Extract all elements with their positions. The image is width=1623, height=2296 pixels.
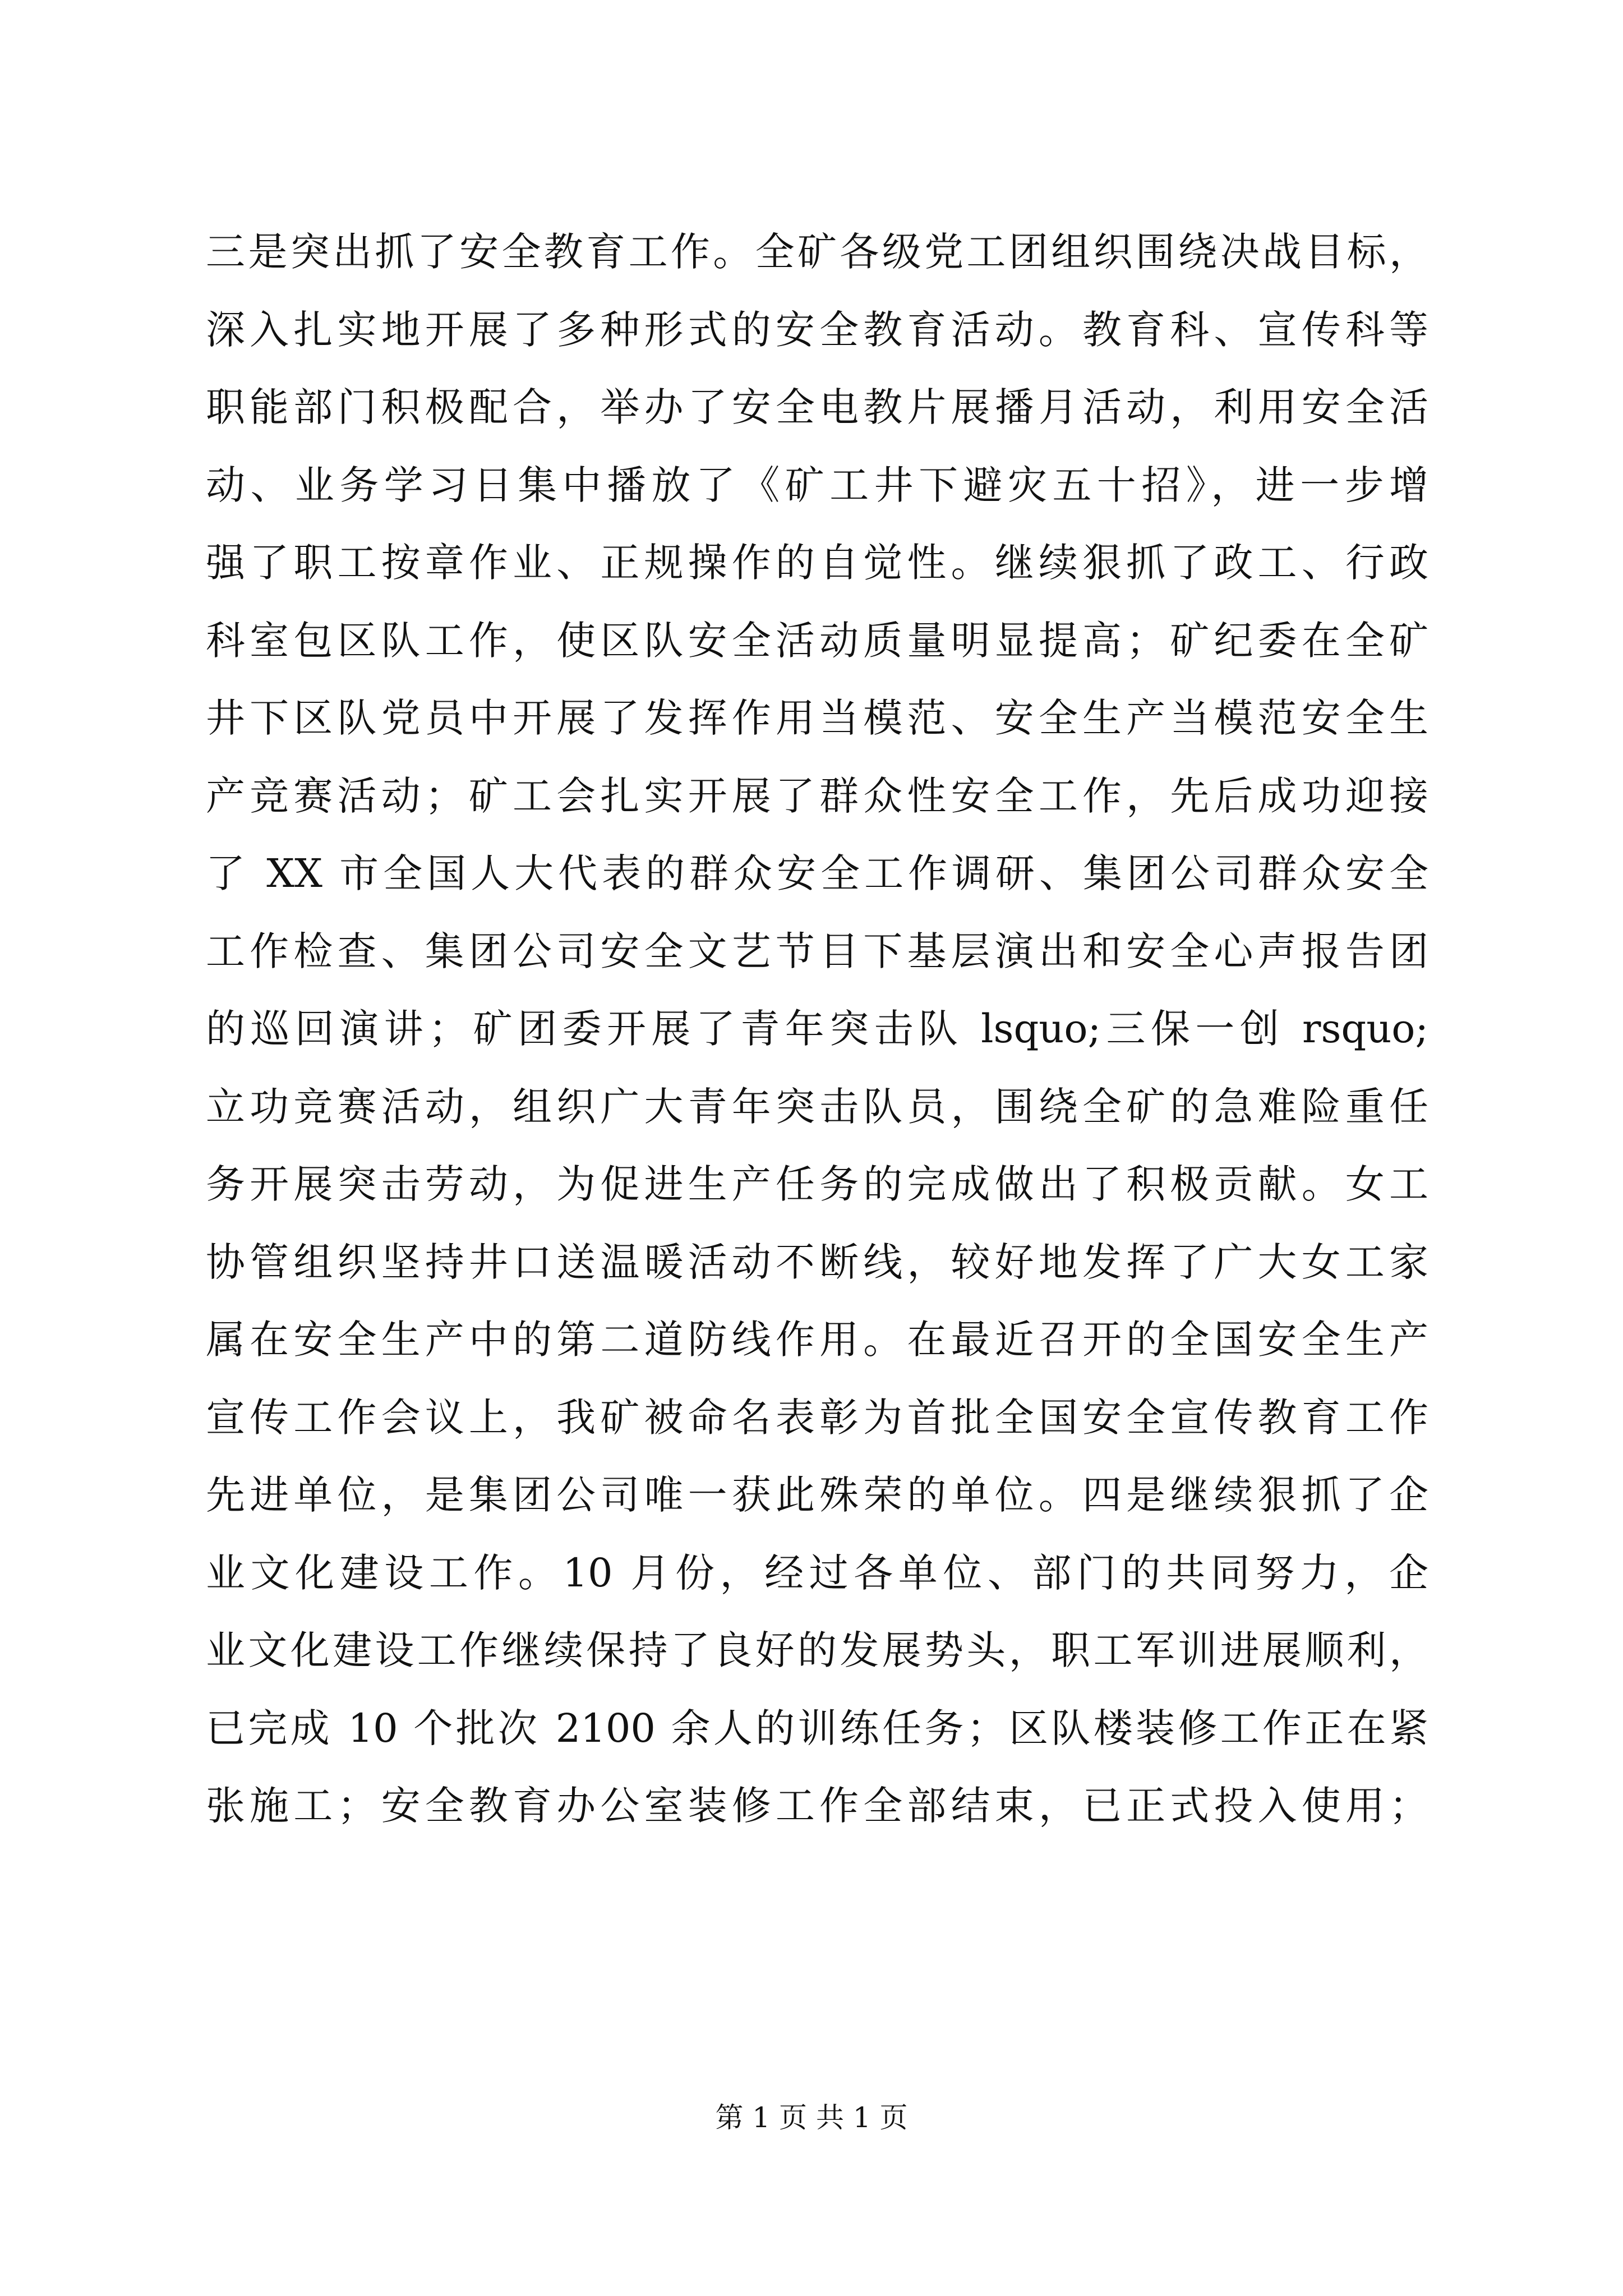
text-line: 先进单位，是集团公司唯一获此殊荣的单位。四是继续狠抓了企 xyxy=(206,1472,1428,1518)
text-line: 属在安全生产中的第二道防线作用。在最近召开的全国安全生产 xyxy=(206,1317,1428,1363)
text-line: 强了职工按章作业、正规操作的自觉性。继续狠抓了政工、行政 xyxy=(206,540,1428,586)
text-line: 业文化建设工作。10 月份，经过各单位、部门的共同努力，企 xyxy=(206,1549,1428,1596)
text-line: 了 XX 市全国人大代表的群众安全工作调研、集团公司群众安全 xyxy=(206,850,1428,896)
text-line: 宣传工作会议上，我矿被命名表彰为首批全国安全宣传教育工作 xyxy=(206,1394,1428,1441)
text-line: 科室包区队工作，使区队安全活动质量明显提高；矿纪委在全矿 xyxy=(206,617,1428,664)
text-line: 产竞赛活动；矿工会扎实开展了群众性安全工作，先后成功迎接 xyxy=(206,772,1428,819)
body-text xyxy=(206,213,1428,1845)
page-footer xyxy=(0,2098,1623,2137)
text-line: 张施工；安全教育办公室装修工作全部结束，已正式投入使用； xyxy=(206,1783,1428,1829)
text-line: 深入扎实地开展了多种形式的安全教育活动。教育科、宣传科等 xyxy=(206,306,1428,353)
text-line: 立功竞赛活动，组织广大青年突击队员，围绕全矿的急难险重任 xyxy=(206,1083,1428,1130)
text-line: 已完成 10 个批次 2100 余人的训练任务；区队楼装修工作正在紧 xyxy=(206,1705,1428,1751)
text-line: 务开展突击劳动，为促进生产任务的完成做出了积极贡献。女工 xyxy=(206,1161,1428,1207)
text-line: 职能部门积极配合，举办了安全电教片展播月活动，利用安全活 xyxy=(206,384,1428,430)
text-line: 动、业务学习日集中播放了《矿工井下避灾五十招》，进一步增 xyxy=(206,462,1428,508)
text-line: 的巡回演讲；矿团委开展了青年突击队 lsquo;三保一创 rsquo; xyxy=(206,1006,1428,1052)
text-line: 三是突出抓了安全教育工作。全矿各级党工团组织围绕决战目标， xyxy=(206,229,1428,275)
text-line: 井下区队党员中开展了发挥作用当模范、安全生产当模范安全生 xyxy=(206,695,1428,741)
text-line: 协管组织坚持井口送温暖活动不断线，较好地发挥了广大女工家 xyxy=(206,1239,1428,1285)
text-line: 业文化建设工作继续保持了良好的发展势头，职工军训进展顺利， xyxy=(206,1627,1428,1673)
text-line: 工作检查、集团公司安全文艺节目下基层演出和安全心声报告团 xyxy=(206,928,1428,974)
page-number-label: 第 1 页 共 1 页 xyxy=(715,2101,908,2134)
